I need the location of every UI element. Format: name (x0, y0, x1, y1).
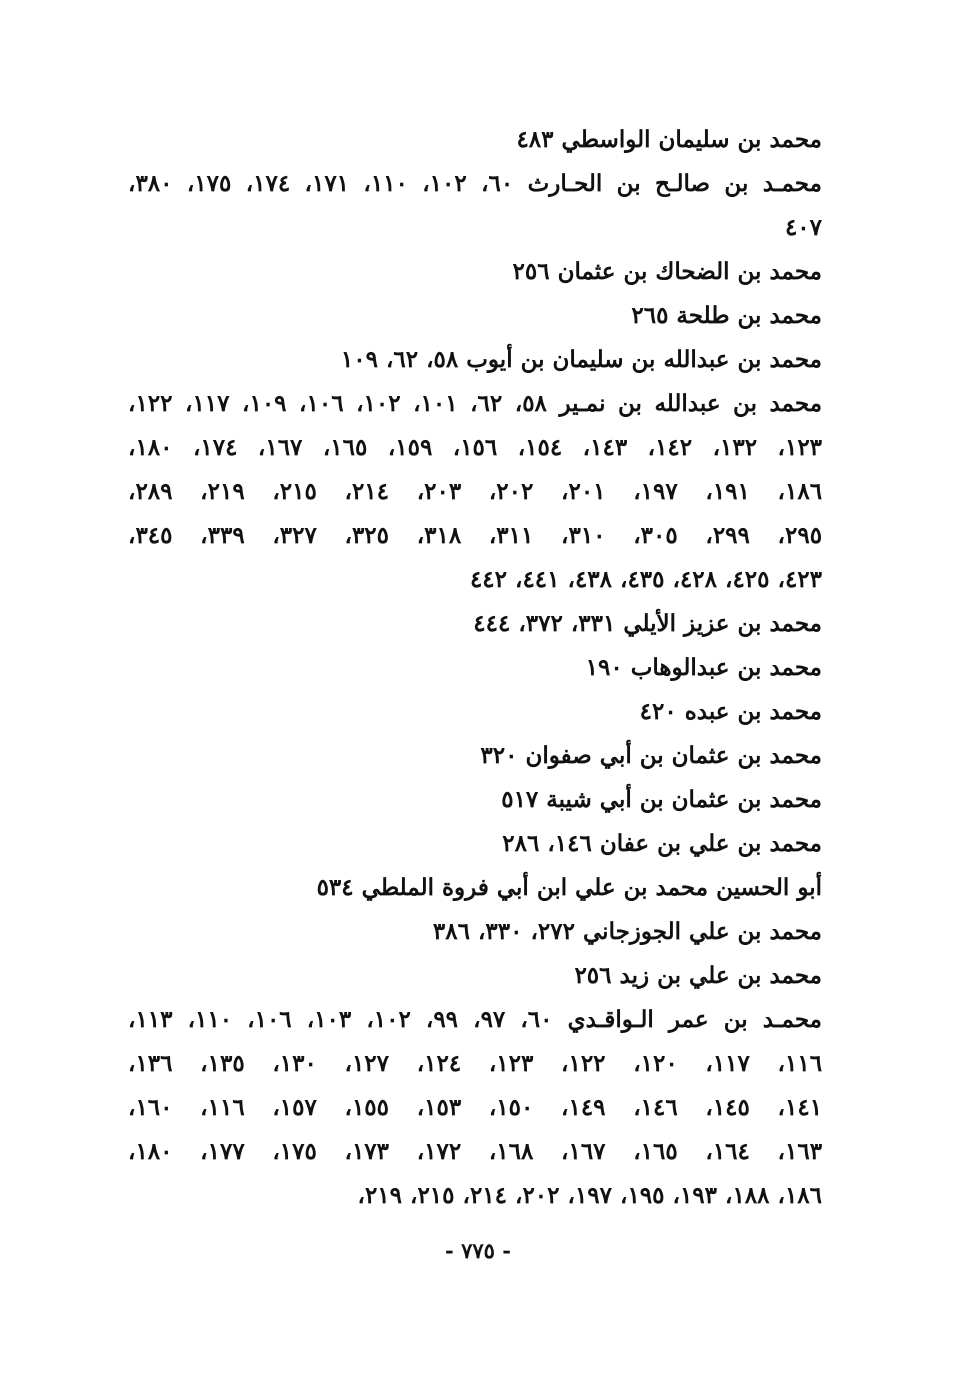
index-entry-line: محمد بن علي بن زيد ٢٥٦ (574, 962, 822, 989)
index-entry-line: محمد بن علي الجوزجاني ٢٧٢، ٣٣٠، ٣٨٦ (432, 918, 822, 945)
name-index-list (128, 118, 822, 1218)
index-entry-continuation-line: ٤٠٧ (784, 214, 822, 241)
index-entry-line: محمد بن علي بن عفان ١٤٦، ٢٨٦ (502, 830, 822, 857)
index-entry (128, 294, 822, 338)
index-entry (128, 250, 822, 294)
index-entry-line: محمد بن عبدالله بن سليمان بن أيوب ٥٨، ٦٢، ١٠٩ (340, 346, 822, 373)
index-entry-line: محمد بن عزيز الأيلي ٣٣١، ٣٧٢، ٤٤٤ (473, 610, 822, 637)
page-number: - ٧٧٥ - (445, 1238, 511, 1263)
index-entry-continuation-line: ١٨٦، ١٨٨، ١٩٣، ١٩٥، ١٩٧، ٢٠٢، ٢١٤، ٢١٥، ٢١٩، (357, 1182, 822, 1209)
index-entry (128, 734, 822, 778)
index-entry (128, 118, 822, 162)
index-entry-line: محمـد بن صالـح بن الحـارث ٦٠، ١٠٢، ١١٠، ١٧١، ١٧٤، ١٧٥، ٣٨٠، (128, 170, 822, 197)
index-entry-line: محمد بن عثمان بن أبي صفوان ٣٢٠ (480, 742, 822, 769)
index-entry (128, 338, 822, 382)
index-entry (128, 910, 822, 954)
index-entry-continuation-line: ١٨٦، ١٩١، ١٩٧، ٢٠١، ٢٠٢، ٢٠٣، ٢١٤، ٢١٥، ٢١٩، ٢٨٩، (128, 478, 822, 505)
index-entry-line: محمد بن عبدالوهاب ١٩٠ (585, 654, 822, 681)
index-entry (128, 382, 822, 602)
index-entry (128, 646, 822, 690)
index-entry (128, 822, 822, 866)
index-entry (128, 778, 822, 822)
index-entry-line: محمد بن سليمان الواسطي ٤٨٣ (516, 126, 822, 153)
index-entry-continuation-line: ١٦٣، ١٦٤، ١٦٥، ١٦٧، ١٦٨، ١٧٢، ١٧٣، ١٧٥، ١٧٧، ١٨٠، (128, 1138, 822, 1165)
index-entry-line: محمد بن عثمان بن أبي شيبة ٥١٧ (501, 786, 822, 813)
index-entry (128, 690, 822, 734)
index-entry (128, 866, 822, 910)
index-entry-continuation-line: ٤٢٣، ٤٢٥، ٤٢٨، ٤٣٥، ٤٣٨، ٤٤١، ٤٤٢ (469, 566, 822, 593)
index-entry-line: محمد بن عبده ٤٢٠ (639, 698, 822, 725)
index-entry-continuation-line: ١٤١، ١٤٥، ١٤٦، ١٤٩، ١٥٠، ١٥٣، ١٥٥، ١٥٧، ١١٦، ١٦٠، (128, 1094, 822, 1121)
index-entry (128, 602, 822, 646)
index-entry-line: محمد بن الضحاك بن عثمان ٢٥٦ (512, 258, 822, 285)
index-entry-continuation-line: ١٢٣، ١٣٢، ١٤٢، ١٤٣، ١٥٤، ١٥٦، ١٥٩، ١٦٥، ١٦٧، ١٧٤، ١٨٠، (128, 434, 822, 461)
index-entry-line: محمد بن عبدالله بن نمـير ٥٨، ٦٢، ١٠١، ١٠٢، ١٠٦، ١٠٩، ١١٧، ١٢٢، (128, 390, 822, 417)
index-entry-line: محمد بن طلحة ٢٦٥ (631, 302, 822, 329)
index-entry (128, 998, 822, 1218)
index-entry-line: أبو الحسين محمد بن علي ابن أبي فروة الملطي ٥٣٤ (316, 874, 822, 901)
index-entry-continuation-line: ١١٦، ١١٧، ١٢٠، ١٢٢، ١٢٣، ١٢٤، ١٢٧، ١٣٠، ١٣٥، ١٣٦، (128, 1050, 822, 1077)
index-entry (128, 954, 822, 998)
index-entry-continuation-line: ٢٩٥، ٢٩٩، ٣٠٥، ٣١٠، ٣١١، ٣١٨، ٣٢٥، ٣٢٧، ٣٣٩، ٣٤٥، (128, 522, 822, 549)
index-entry-line: محمـد بن عمر الـواقـدي ٦٠، ٩٧، ٩٩، ١٠٢، ١٠٣، ١٠٦، ١١٠، ١١٣، (128, 1006, 822, 1033)
index-entry (128, 162, 822, 250)
